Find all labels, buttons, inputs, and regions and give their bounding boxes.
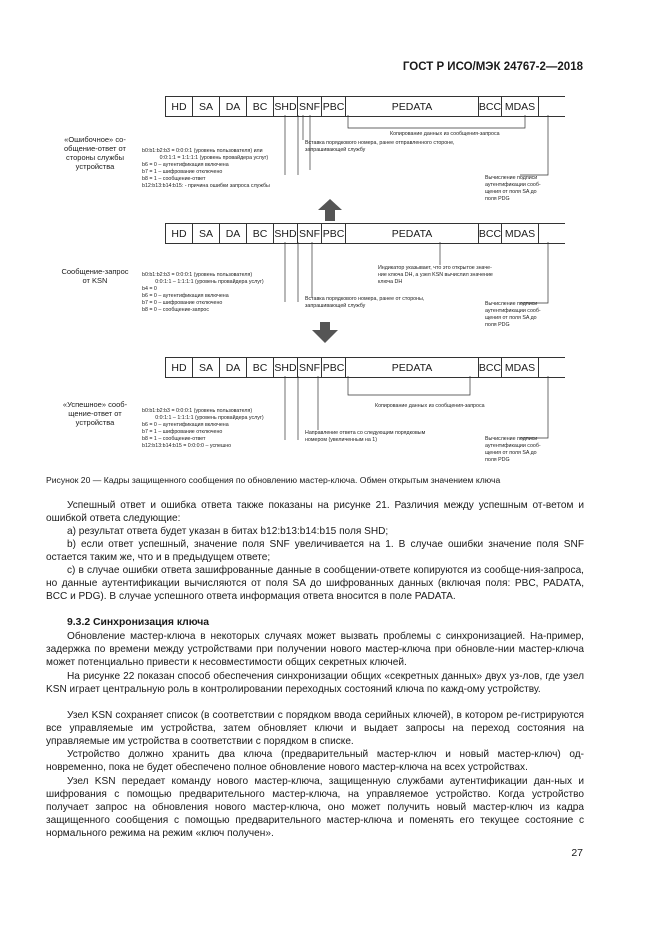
paragraph-1: Успешный ответ и ошибка ответа также показаны на рисунке 21. Различия между успешным от-ветом и ошибкой ответа следующие: [46,500,584,525]
paragraph-9: Узел KSN передает команду нового мастер-ключа, защищенную службами аутентификации дан-ных и шифрования с помощью предварительного мастер-ключа, на управляемое устройство. Когда устройство получает запрос на обновления нового мастер-ключа, оно может получить новый мастер-ключ из кадра защищенного сообщения с помощью предварительного мастер-ключа и поменять его текущее состояние с нормального режима на режим «ключ получен». [46,776,584,840]
field-snf: SNF [297,224,321,243]
field-mdas: MDAS [501,97,539,116]
field-bcc: BCC [478,358,501,377]
note-copy-2: Копирование данных из сообщения-запроса [375,403,485,409]
figure-caption: Рисунок 20 — Кадры защищенного сообщения по обновлению мастер-ключа. Обмен открытым значением ключа [46,475,501,485]
note-insert-seq-2: Вставка порядкового номера, ранее от стороны, запрашивающей службу [305,296,425,309]
paragraph-6: На рисунке 22 показан способ обеспечения синхронизации общих «секретных данных» двух уз-лов, где узел KSN играет центральную роль в контролировании переходных состояний ключа по кажд-ому устройству. [46,671,584,696]
paragraph-7: Узел KSN сохраняет список (в соответствии с порядком ввода серийных ключей), в котором ре-гистрируются все управляемые им устройства, затем обновляет ключи и выдает запросы на переход состояния на управляемые им устройства в соответствии с порядком в списке. [46,710,584,748]
document-header: ГОСТ Р ИСО/МЭК 24767-2—2018 [402,61,583,73]
field-pbc: PBC [321,358,345,377]
paragraph-4: c) в случае ошибки ответа зашифрованные данные в сообщении-ответе копируются из сообще-ния-запроса, но данные аутентификации вычисляются от поля SA до шифрованных данных (включая поля: PBC, PADATA, BCC и PDG). В случае успешного ответа информация ответа вносится в поле PADATA. [46,565,584,603]
field-bc: BC [246,358,273,377]
field-pedata: PEDATA [345,97,478,116]
label-error-response: «Ошибочное» со- общение-ответ от стороны службы устройства [64,135,126,171]
bits-error: b0:b1:b2:b3 = 0:0:0:1 (уровень пользователя) или 0:0:1:1 = 1:1:1:1 (уровень провайдера услуг) b6 = 0 – аутентификация включена b7 = 1 – шифрование отключено b8 = 1 – сообщение-ответ b12:b13:b14:b15: - причина ошибки запроса службы [142,148,270,189]
paragraph-3: b) если ответ успешный, значение поля SNF увеличивается на 1. В случае ошибки значение поля SNF остается таким же, что и в предыдущем ответе; [46,539,584,564]
field-shd: SHD [273,224,297,243]
field-hd: HD [165,358,192,377]
field-pedata: PEDATA [345,358,478,377]
field-sa: SA [192,358,219,377]
field-pedata: PEDATA [345,224,478,243]
note-mdas-3: Вычисление подписи аутентификации сооб- щения от поля SA до поля PDG [485,436,541,463]
note-insert-seq: Вставка порядкового номера, ранее отправленного стороне, запрашивающей службу [305,140,455,153]
field-shd: SHD [273,97,297,116]
paragraph-2: а) результат ответа будет указан в битах b12:b13:b14:b15 поля SHD; [67,526,389,537]
note-copy-1: Копирование данных из сообщения-запроса [390,131,500,137]
bits-success: b0:b1:b2:b3 = 0:0:0:1 (уровень пользователя) 0:0:1:1 – 1:1:1:1 (уровень провайдера услуг) b6 = 0 – аутентификация включена b7 = 1 – шифрование отключено b8 = 1 – сообщение-ответ b12:b13:b14:b15 = 0:0:0:0 – успешно [142,408,264,449]
field-hd: HD [165,97,192,116]
field-da: DA [219,97,246,116]
paragraph-8: Устройство должно хранить два ключа (предварительный мастер-ключ и новый мастер-ключ) од-новременно, пока не будет обеспечено полное обновление нового мастер-ключа на всех устройствах. [46,749,584,774]
field-bcc: BCC [478,224,501,243]
field-bc: BC [246,224,273,243]
field-shd: SHD [273,358,297,377]
note-indicator: Индикатор указывает, что это открытое значе- ние ключа DH, а узел KSN вычислил значение ключа DH [378,265,493,285]
paragraph-5: Обновление мастер-ключа в некоторых случаях может вызвать проблемы с синхронизацией. На-пример, задержка по времени между устройствами при получении нового мастер-ключа при обновле-нии мастер-ключа может потенциально привести к несовместимости общих секретных ключей. [46,631,584,669]
field-sa: SA [192,224,219,243]
field-bc: BC [246,97,273,116]
field-mdas: MDAS [501,224,539,243]
bits-request: b0:b1:b2:b3 = 0:0:0:1 (уровень пользователя) 0:0:1:1 – 1:1:1:1 (уровень провайдера услуг) b4 = 0 b6 = 0 – аутентификация включена b7 = 0 – шифрование отключено b8 = 0 – сообщение-запрос [142,272,264,313]
note-next-seq: Направление ответа со следующим порядковым номером (увеличенным на 1) [305,430,426,443]
page-number: 27 [571,847,583,859]
field-pbc: PBC [321,224,345,243]
field-hd: HD [165,224,192,243]
label-request: Сообщение-запрос от KSN [61,267,129,285]
field-da: DA [219,224,246,243]
field-da: DA [219,358,246,377]
field-mdas: MDAS [501,358,539,377]
field-bcc: BCC [478,97,501,116]
note-mdas-1: Вычисление подписи аутентификации сооб- щения от поля SA до поля PDG [485,175,541,202]
section-heading: 9.3.2 Синхронизация ключа [67,617,210,628]
field-snf: SNF [297,358,321,377]
field-snf: SNF [297,97,321,116]
note-mdas-2: Вычисление подписи аутентификации сооб- щения от поля SA до поля PDG [485,301,541,328]
field-sa: SA [192,97,219,116]
field-pbc: PBC [321,97,345,116]
label-success-response: «Успешное» сооб- щение-ответ от устройства [62,400,128,427]
